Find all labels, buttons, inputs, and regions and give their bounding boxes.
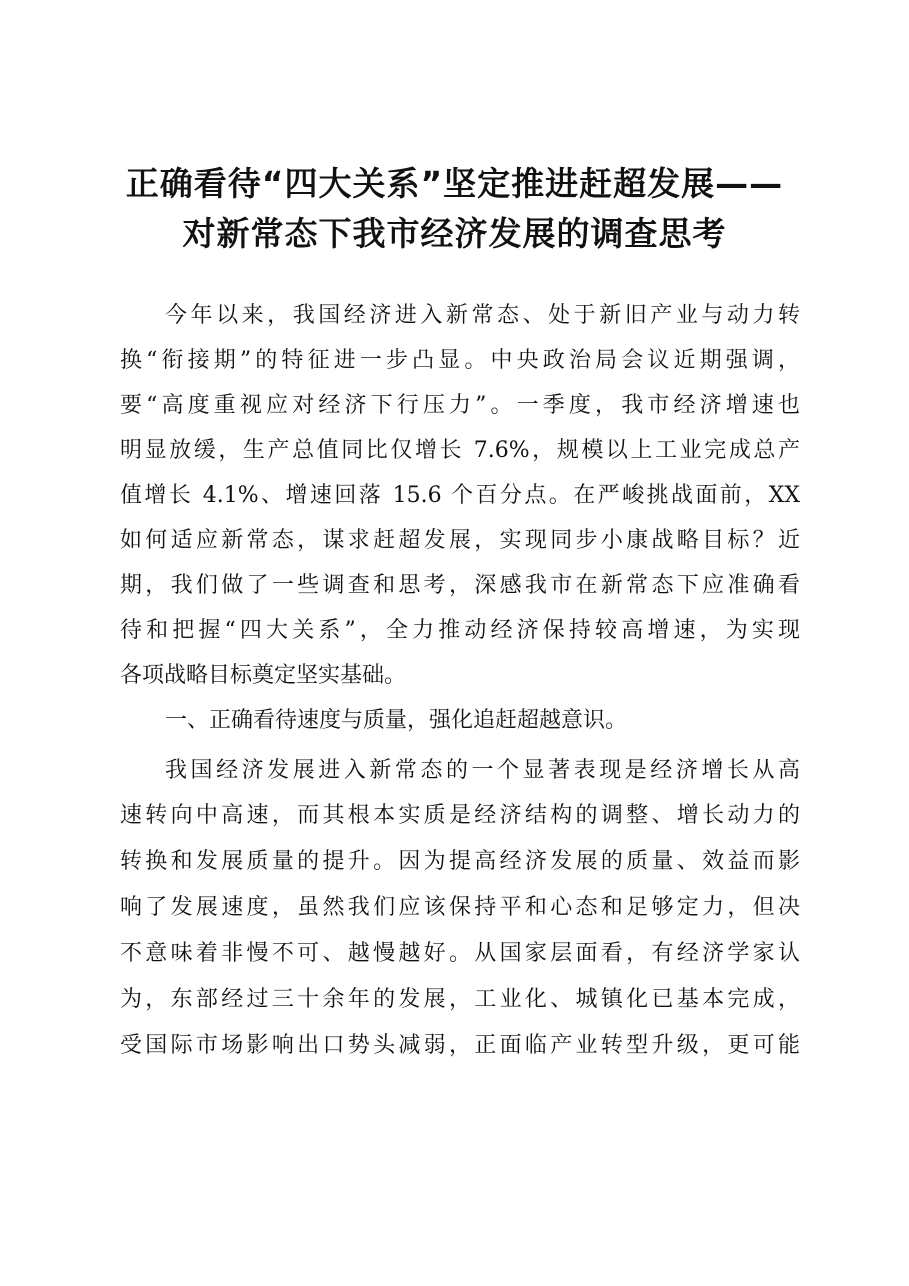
paragraph-2-line: 我国经济发展进入新常态的一个显著表现是经济增长从高: [165, 758, 800, 783]
paragraph-2-line: 为，东部经过三十余年的发展，工业化、城镇化已基本完成，: [120, 987, 800, 1012]
paragraph-1-line: 要“高度重视应对经济下行压力”。一季度，我市经济增速也: [120, 393, 800, 418]
section-heading: 一、正确看待速度与质量，强化追赶超越意识。: [165, 708, 628, 733]
paragraph-1-line: 各项战略目标奠定坚实基础。: [120, 663, 407, 688]
paragraph-1-line: 如何适应新常态，谋求赶超发展，实现同步小康战略目标？近: [120, 528, 800, 553]
paragraph-2-line: 受国际市场影响出口势头减弱，正面临产业转型升级，更可能: [120, 1033, 800, 1058]
paragraph-1-line: 今年以来，我国经济进入新常态、处于新旧产业与动力转: [165, 303, 800, 328]
document-title-line-1: 正确看待“四大关系”坚定推进赶超发展——: [125, 164, 784, 203]
paragraph-2-line: 转换和发展质量的提升。因为提高经济发展的质量、效益而影: [120, 849, 800, 874]
paragraph-1-line: 明显放缓，生产总值同比仅增长 7.6%，规模以上工业完成总产: [120, 438, 800, 463]
paragraph-2-line: 不意味着非慢不可、越慢越好。从国家层面看，有经济学家认: [120, 941, 800, 966]
paragraph-1-line: 期，我们做了一些调查和思考，深感我市在新常态下应准确看: [120, 573, 800, 598]
paragraph-2-line: 速转向中高速，而其根本实质是经济结构的调整、增长动力的: [120, 803, 800, 828]
paragraph-1-line: 待和把握“四大关系”，全力推动经济保持较高增速，为实现: [120, 618, 800, 643]
paragraph-1-line: 值增长 4.1%、增速回落 15.6 个百分点。在严峻挑战面前，XX: [120, 483, 800, 508]
paragraph-2-line: 响了发展速度，虽然我们应该保持平和心态和足够定力，但决: [120, 895, 800, 920]
paragraph-1-line: 换“衔接期”的特征进一步凸显。中央政治局会议近期强调，: [120, 348, 800, 373]
document-title-line-2: 对新常态下我市经济发展的调查思考: [182, 214, 727, 253]
